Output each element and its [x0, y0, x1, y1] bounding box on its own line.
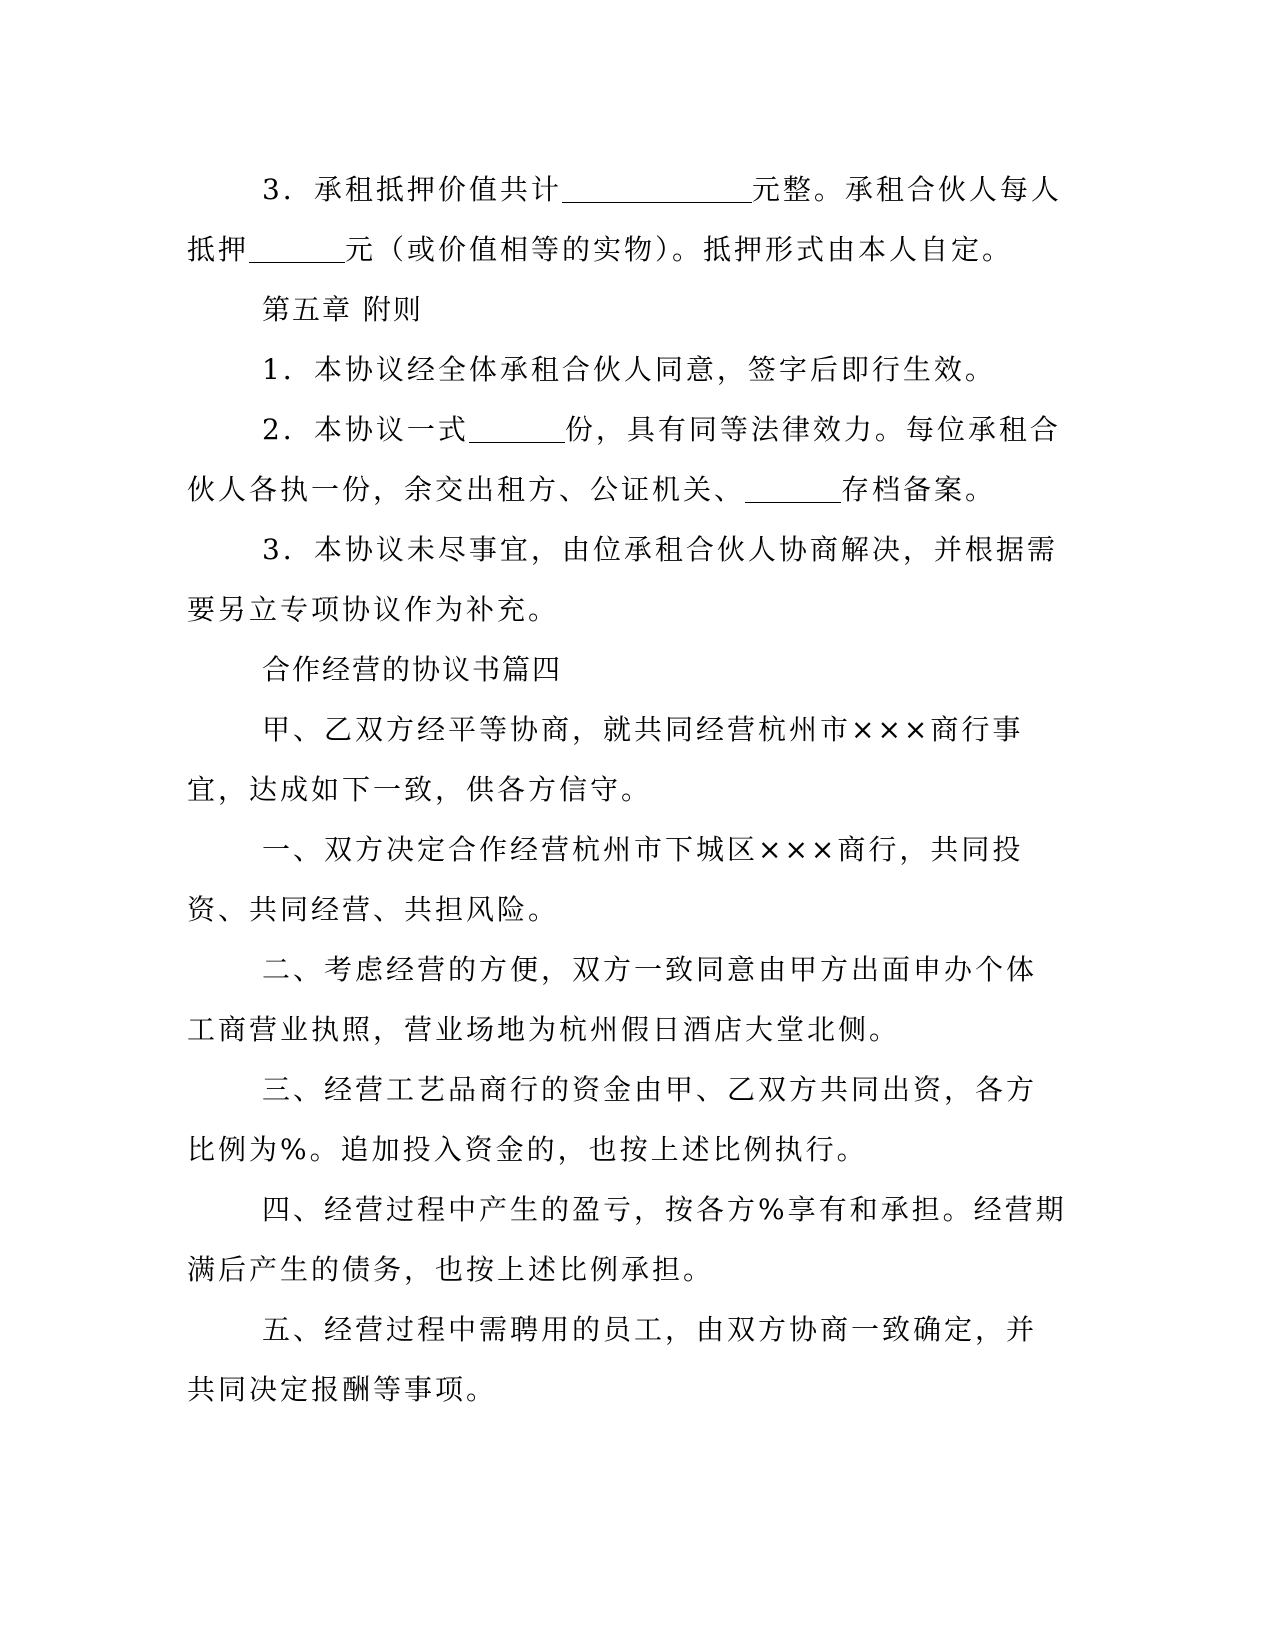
- paragraph-text: 元（或价值相等的实物）。抵押形式由本人自定。: [345, 233, 1014, 266]
- paragraph-clause-1: 一、双方决定合作经营杭州市下城区×××商行，共同投资、共同经营、共担风险。: [187, 833, 1024, 926]
- paragraph-copies: [187, 400, 1067, 520]
- paragraph-clause-5: 五、经营过程中需聘用的员工，由双方协商一致确定，并共同决定报酬等事项。: [187, 1313, 1038, 1406]
- paragraph-effective: 1．本协议经全体承租合伙人同意，签字后即行生效。: [262, 353, 996, 386]
- paragraph-text: 份，具有同等法律效力。每位承租合伙人各执一份，余交出租方、公证机关、: [187, 413, 1061, 506]
- chapter-heading: 第五章 附则: [262, 293, 423, 326]
- paragraph-clause-4: 四、经营过程中产生的盈亏，按各方%享有和承担。经营期满后产生的债务，也按上述比例承担。: [187, 1193, 1067, 1286]
- paragraph-text: 2．本协议一式: [262, 413, 469, 446]
- blank-mortgage-total: [562, 172, 752, 203]
- paragraph-supplement: 3．本协议未尽事宜，由位承租合伙人协商解决，并根据需要另立专项协议作为补充。: [187, 533, 1058, 626]
- paragraph-clause-3: 三、经营工艺品商行的资金由甲、乙双方共同出资，各方比例为%。追加投入资金的，也按上述比例执行。: [187, 1073, 1038, 1166]
- paragraph-clause-2: 二、考虑经营的方便，双方一致同意由甲方出面申办个体工商营业执照，营业场地为杭州假日酒店大堂北侧。: [187, 953, 1038, 1046]
- paragraph-mortgage-value: [187, 160, 1067, 280]
- blank-archive-party: [745, 472, 841, 503]
- blank-copies-count: [469, 412, 565, 443]
- section-heading: 合作经营的协议书篇四: [262, 653, 563, 686]
- paragraph-preamble: 甲、乙双方经平等协商，就共同经营杭州市×××商行事宜，达成如下一致，供各方信守。: [187, 713, 1024, 806]
- paragraph-text: 3．承租抵押价值共计: [262, 173, 562, 206]
- document-body: [187, 160, 1067, 1420]
- paragraph-text: 存档备案。: [841, 473, 997, 506]
- paragraph-text: 元整。承租合伙人每人抵押: [187, 173, 1062, 266]
- blank-mortgage-each: [249, 232, 345, 263]
